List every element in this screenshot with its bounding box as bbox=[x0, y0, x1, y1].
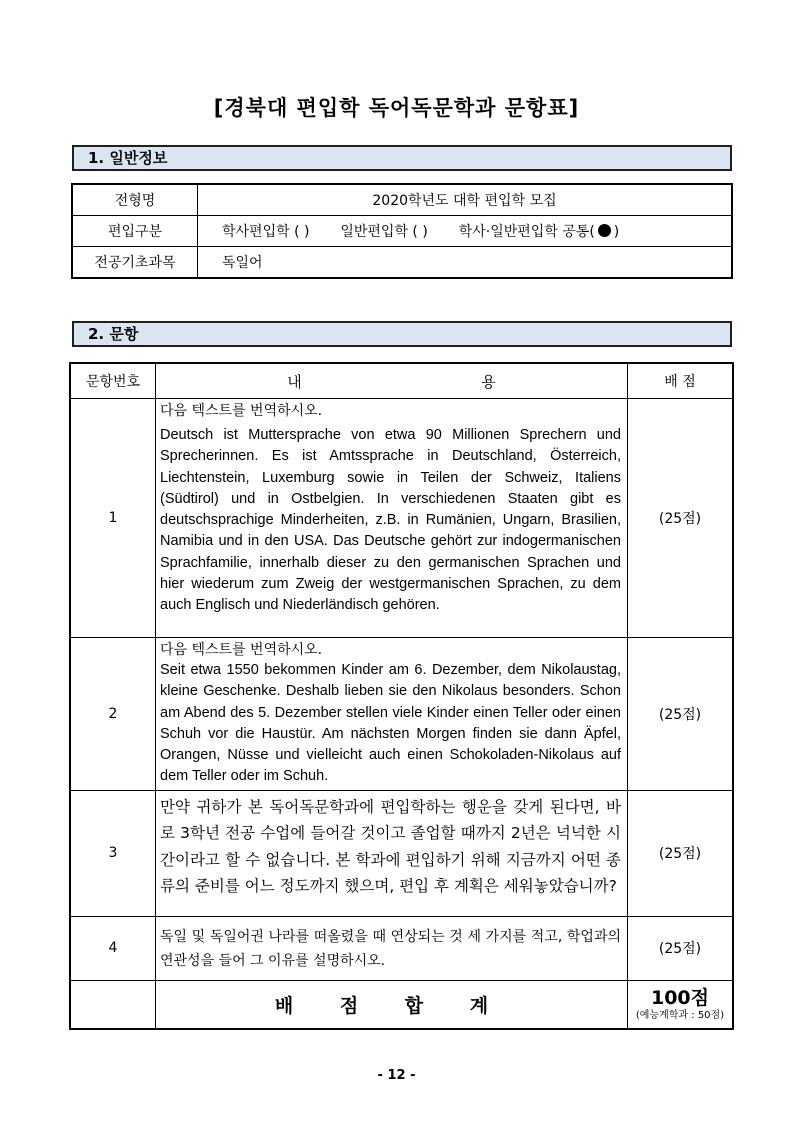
table-row bbox=[70, 790, 733, 916]
questions-table bbox=[69, 362, 734, 1030]
table-row bbox=[70, 399, 733, 638]
question-prompt: 다음 텍스트를 번역하시오. bbox=[160, 642, 323, 658]
option-common-transfer: 학사·일반편입학 공통( bbox=[458, 224, 595, 240]
question-prompt: 다음 텍스트를 번역하시오. bbox=[160, 403, 323, 419]
info-label: 전형명 bbox=[72, 184, 198, 216]
total-score-cell bbox=[628, 980, 734, 1029]
table-header-row bbox=[70, 363, 733, 399]
header-content bbox=[156, 363, 628, 399]
info-row bbox=[72, 216, 732, 247]
question-number: 2 bbox=[70, 638, 156, 791]
general-info-table bbox=[71, 183, 733, 279]
page-number: - 12 - bbox=[377, 1068, 416, 1083]
section-heading-general: 1. 일반정보 bbox=[72, 145, 732, 171]
info-row bbox=[72, 184, 732, 216]
question-score: (25점) bbox=[628, 638, 734, 791]
question-number: 4 bbox=[70, 916, 156, 980]
info-label: 편입구분 bbox=[72, 216, 198, 247]
option-general-transfer: 일반편입학 ( ) bbox=[340, 224, 428, 240]
question-score: (25점) bbox=[628, 916, 734, 980]
header-score: 배 점 bbox=[628, 363, 734, 399]
question-text: 독일 및 독일어권 나라를 떠올렸을 때 연상되는 것 세 가지를 적고, 학업과의 연관성을 들어 그 이유를 설명하시오. bbox=[160, 928, 621, 969]
header-content-right: 용 bbox=[481, 372, 496, 391]
question-number: 3 bbox=[70, 790, 156, 916]
total-empty-cell bbox=[70, 980, 156, 1029]
option-bachelor-transfer: 학사편입학 ( ) bbox=[222, 224, 310, 240]
header-number: 문항번호 bbox=[70, 363, 156, 399]
header-content-left: 내 bbox=[287, 372, 302, 391]
selected-bullet-icon bbox=[598, 224, 611, 237]
total-points: 100점 bbox=[650, 986, 709, 1009]
section-heading-questions: 2. 문항 bbox=[72, 321, 732, 347]
table-row bbox=[70, 916, 733, 980]
question-content bbox=[156, 399, 628, 638]
question-content bbox=[156, 638, 628, 791]
question-text: 만약 귀하가 본 독어독문학과에 편입학하는 행운을 갖게 된다면, 바로 3학년 전공 수업에 들어갈 것이고 졸업할 때까지 2년은 넉넉한 시간이라고 할 수 없습니다. 본 학과에 편입하기 위해 지금까지 어떤 종류의 준비를 어느 정도까지 했으며, 편입 후 계획은 세워놓았습니까? bbox=[160, 797, 621, 896]
total-note: (예능계학과 : 50점) bbox=[635, 1009, 725, 1021]
info-value: 2020학년도 대학 편입학 모집 bbox=[198, 184, 733, 216]
total-row bbox=[70, 980, 733, 1029]
table-row bbox=[70, 638, 733, 791]
info-label: 전공기초과목 bbox=[72, 247, 198, 279]
question-text: Deutsch ist Muttersprache von etwa 90 Millionen Sprechern und Sprecherinnen. Es ist Amtssprache in Deutschland, Österreich, Liechtenstein, Luxemburg sowie in Teilen der Schweiz, Italiens (Südtirol) und in Ostbelgien. In verschiedenen Staaten gibt es deutschsprachige Minderheiten, z.B. in Rumänien, Ungarn, Brasilien, Namibia und in den USA. Das Deutsche gehört zur indogermanischen Sprachfamilie, innerhalb dieser zu den germanischen Sprachen und hier wiederum zum Zweig der westgermanischen Sprachen, zu dem auch Englisch und Niederländisch gehören. bbox=[160, 427, 621, 614]
page-title: [경북대 편입학 독어독문학과 문항표] bbox=[213, 96, 580, 120]
total-label: 배 점 합 계 bbox=[156, 980, 628, 1029]
info-value: 독일어 bbox=[198, 247, 733, 279]
question-number: 1 bbox=[70, 399, 156, 638]
info-row bbox=[72, 247, 732, 279]
transfer-type-options bbox=[198, 216, 733, 247]
question-content bbox=[156, 790, 628, 916]
question-score: (25점) bbox=[628, 790, 734, 916]
question-content bbox=[156, 916, 628, 980]
question-text: Seit etwa 1550 bekommen Kinder am 6. Dezember, dem Nikolaustag, kleine Geschenke. Deshalb lieben sie den Nikolaus besonders. Schon am Abend des 5. Dezember stellen viele Kinder einen Teller oder einen Schuh vor die Haustür. Am nächsten Morgen finden sie dann Äpfel, Orangen, Nüsse und vielleicht auch einen Schokoladen-Nikolaus auf dem Teller oder im Schuh. bbox=[160, 662, 621, 785]
question-score: (25점) bbox=[628, 399, 734, 638]
option-common-transfer-close: ) bbox=[613, 224, 620, 240]
